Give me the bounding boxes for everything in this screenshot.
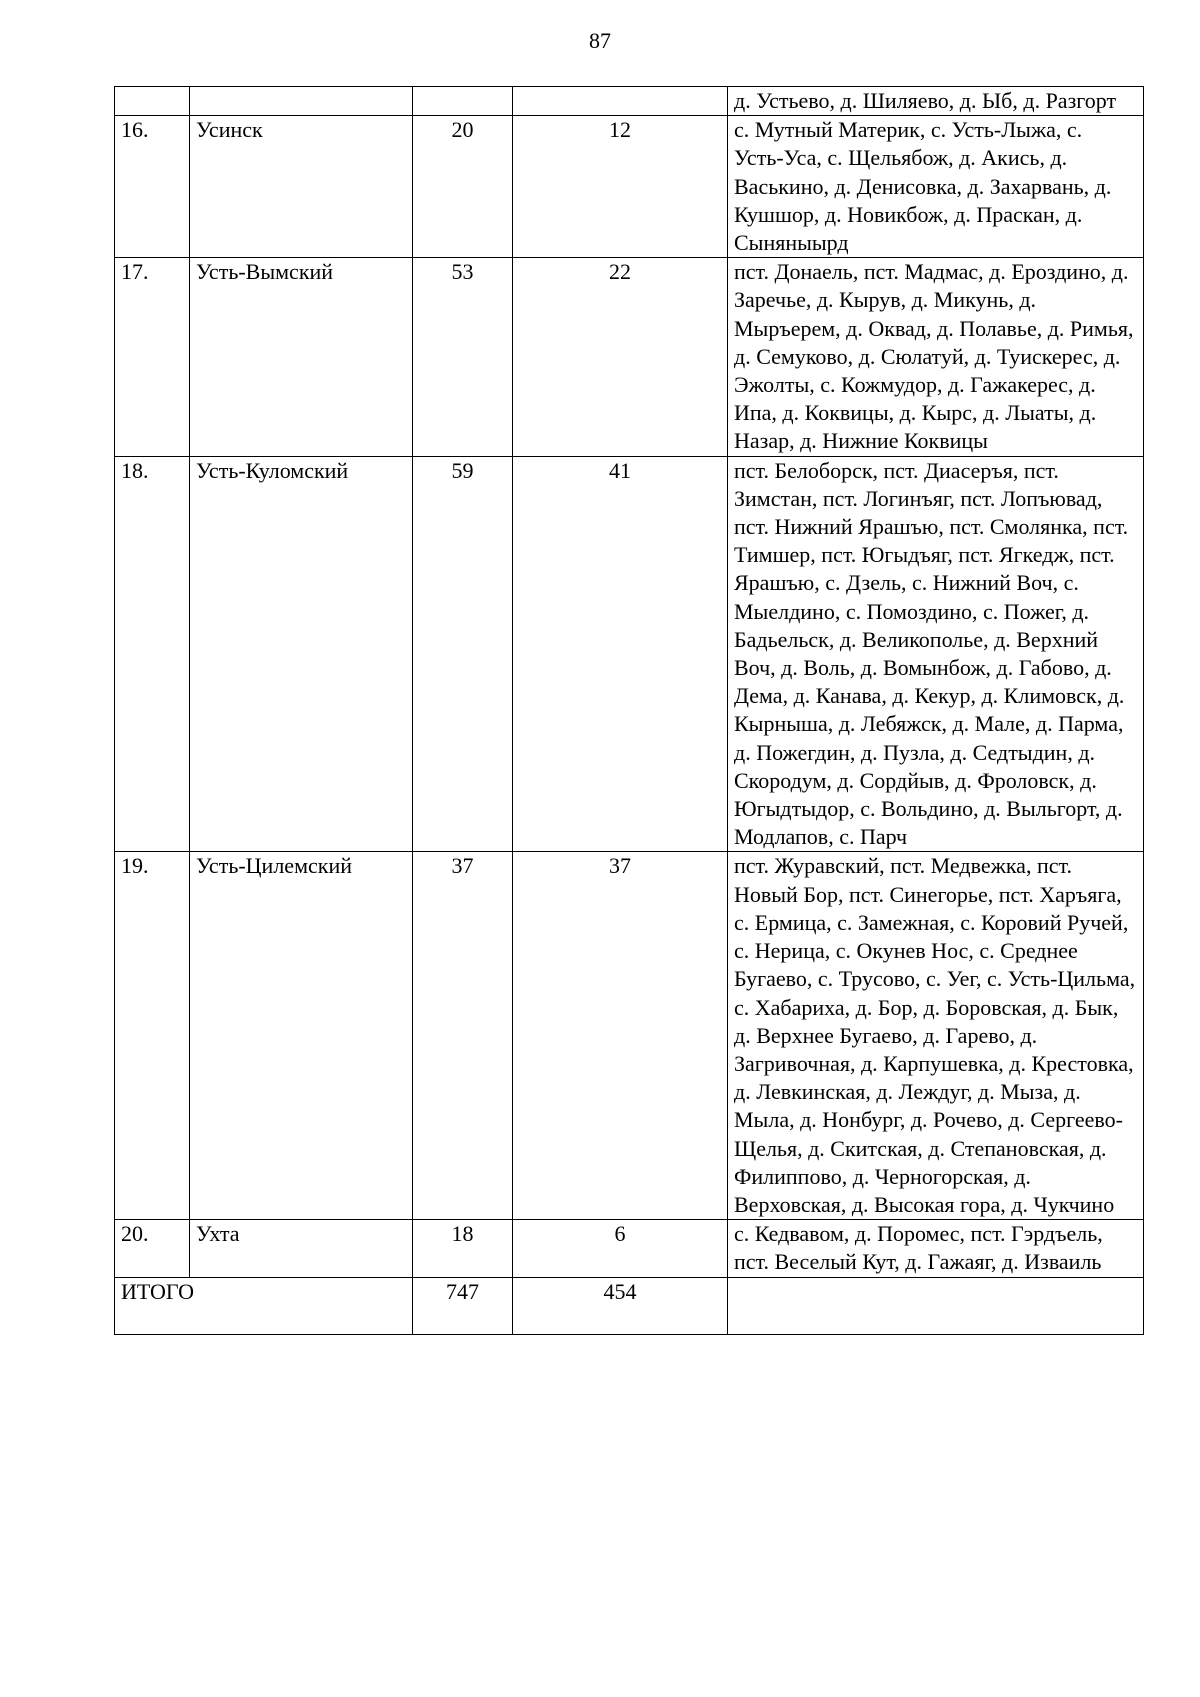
row-number-cell: 19.: [115, 852, 190, 1220]
count-a-cell: 18: [413, 1220, 513, 1277]
district-name-cell: Усть-Куломский: [190, 456, 413, 852]
total-row: [115, 1277, 1144, 1334]
settlements-cell: пст. Белоборск, пст. Диасеръя, пст. Зимстан, пст. Логинъяг, пст. Лопъювад, пст. Нижний Ярашъю, пст. Смолянка, пст. Тимшер, пст. Югыдъяг, пст. Ягкедж, пст. Ярашъю, с. Дзель, с. Нижний Воч, с. Мыелдино, с. Помоздино, с. Пожег, д. Бадьельск, д. Великополье, д. Верхний Воч, д. Воль, д. Вомынбож, д. Габово, д. Дема, д. Канава, д. Кекур, д. Климовск, д. Кырныша, д. Лебяжск, д. Мале, д. Парма, д. Пожегдин, д. Пузла, д. Седтыдин, д. Скородум, д. Сордйыв, д. Фроловск, д. Югыдтыдор, с. Вольдино, д. Выльгорт, д. Модлапов, с. Парч: [728, 456, 1144, 852]
table-row: [115, 258, 1144, 456]
settlements-table: [114, 86, 1144, 1335]
count-b-cell: 12: [513, 116, 728, 258]
count-b-cell: [513, 87, 728, 116]
count-a-cell: [413, 87, 513, 116]
page-number: 87: [589, 28, 611, 53]
count-a-cell: 20: [413, 116, 513, 258]
row-number-cell: 18.: [115, 456, 190, 852]
count-a-cell: 59: [413, 456, 513, 852]
total-count-b: 454: [513, 1277, 728, 1334]
settlements-cell: пст. Журавский, пст. Медвежка, пст. Новый Бор, пст. Синегорье, пст. Харъяга, с. Ермица, с. Замежная, с. Коровий Ручей, с. Нерица, с. Окунев Нос, с. Среднее Бугаево, с. Трусово, с. Уег, с. Усть-Цильма, с. Хабариха, д. Бор, д. Боровская, д. Бык, д. Верхнее Бугаево, д. Гарево, д. Загривочная, д. Карпушевка, д. Крестовка, д. Левкинская, д. Леждуг, д. Мыза, д. Мыла, д. Нонбург, д. Рочево, д. Сергеево-Щелья, д. Скитская, д. Степановская, д. Филиппово, д. Черногорская, д. Верховская, д. Высокая гора, д. Чукчино: [728, 852, 1144, 1220]
district-name-cell: Ухта: [190, 1220, 413, 1277]
district-name-cell: Усинск: [190, 116, 413, 258]
settlements-cell: с. Мутный Материк, с. Усть-Лыжа, с. Усть-Уса, с. Щельябож, д. Акись, д. Васькино, д. Денисовка, д. Захарвань, д. Кушшор, д. Новикбож, д. Праскан, д. Сыняныырд: [728, 116, 1144, 258]
table-row: [115, 1220, 1144, 1277]
count-a-cell: 53: [413, 258, 513, 456]
total-label: ИТОГО: [115, 1277, 413, 1334]
count-a-cell: 37: [413, 852, 513, 1220]
count-b-cell: 22: [513, 258, 728, 456]
table-row: [115, 116, 1144, 258]
settlements-cell: д. Устьево, д. Шиляево, д. Ыб, д. Разгорт: [728, 87, 1144, 116]
row-number-cell: 16.: [115, 116, 190, 258]
district-name-cell: Усть-Вымский: [190, 258, 413, 456]
total-count-a: 747: [413, 1277, 513, 1334]
count-b-cell: 37: [513, 852, 728, 1220]
total-settlements-cell: [728, 1277, 1144, 1334]
district-name-cell: [190, 87, 413, 116]
district-name-cell: Усть-Цилемский: [190, 852, 413, 1220]
table-row: [115, 456, 1144, 852]
settlements-cell: с. Кедвавом, д. Поромес, пст. Гэрдъель, пст. Веселый Кут, д. Гажаяг, д. Изваиль: [728, 1220, 1144, 1277]
row-number-cell: 20.: [115, 1220, 190, 1277]
count-b-cell: 6: [513, 1220, 728, 1277]
table-row: [115, 87, 1144, 116]
row-number-cell: [115, 87, 190, 116]
row-number-cell: 17.: [115, 258, 190, 456]
table-row: [115, 852, 1144, 1220]
settlements-cell: пст. Донаель, пст. Мадмас, д. Ероздино, д. Заречье, д. Кырув, д. Микунь, д. Мыръерем, д. Оквад, д. Полавье, д. Римья, д. Семуково, д. Сюлатуй, д. Туискерес, д. Эжолты, с. Кожмудор, д. Гажакерес, д. Ипа, д. Коквицы, д. Кырс, д. Лыаты, д. Назар, д. Нижние Коквицы: [728, 258, 1144, 456]
count-b-cell: 41: [513, 456, 728, 852]
